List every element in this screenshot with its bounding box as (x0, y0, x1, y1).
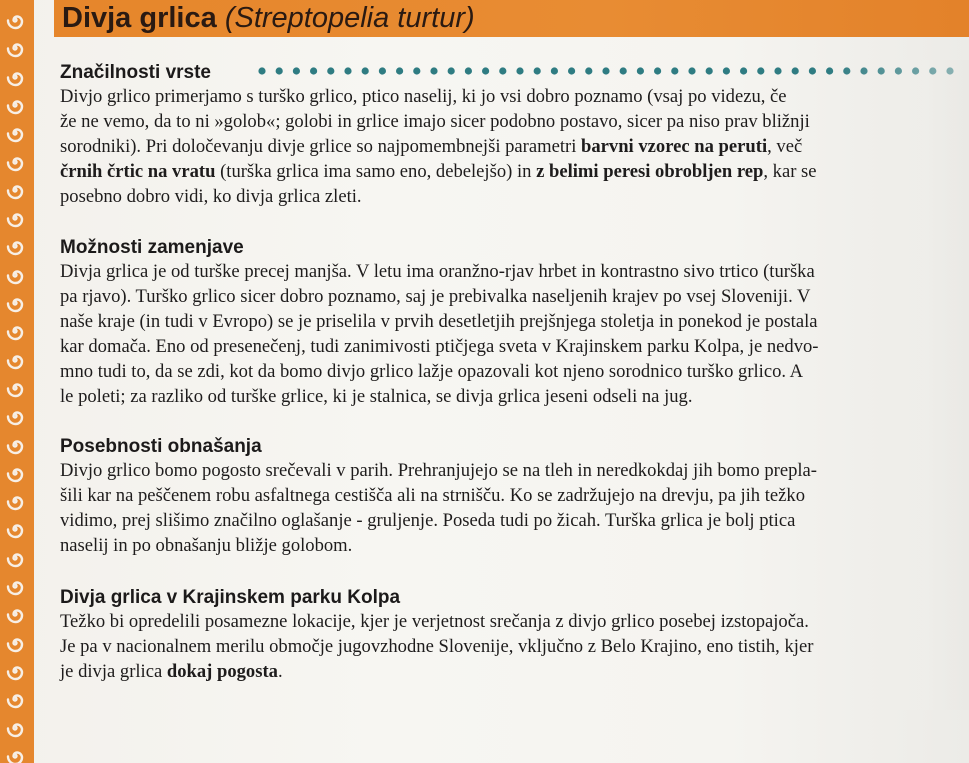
section-heading: Značilnosti vrste (60, 62, 211, 83)
swirl-icon (3, 574, 27, 598)
text-run: naše kraje (in tudi v Evropo) se je priselila v prvih desetletjih prejšnjega stoletja in ponekod je postala (60, 311, 818, 332)
swirl-icon (3, 93, 27, 117)
text-run: že ne vemo, da to ni »golob«; golobi in grlice imajo sicer podobno postavo, sicer pa niso prav bližnji (60, 111, 810, 132)
bold-text-run: z belimi peresi obrobljen rep (536, 161, 764, 182)
text-run: šili kar na peščenem robu asfaltnega cestišča ali na strnišču. Ko se zadržujejo na drevju, pa jih težko (60, 485, 806, 506)
section-park-kolpa (60, 586, 950, 684)
section-heading: Posebnosti obnašanja (60, 436, 262, 457)
text-run: , več (767, 136, 803, 157)
section-paragraph (60, 609, 950, 684)
swirl-icon (3, 150, 27, 174)
swirl-icon (3, 517, 27, 541)
swirl-icon (3, 65, 27, 89)
section-behaviour (60, 435, 950, 558)
paragraph-line (60, 84, 950, 109)
text-run: (turška grlica ima samo eno, debelejšo) in (215, 161, 537, 182)
text-run: naselij in po obnašanju bližje golobom. (60, 535, 353, 556)
text-run: Je pa v nacionalnem merilu območje jugovzhodne Slovenije, vključno z Belo Krajino, eno tistih, kjer (60, 636, 814, 657)
text-run: Divjo grlico primerjamo s turško grlico, ptico naselij, ki jo vsi dobro poznamo (vsaj po videzu, če (60, 86, 787, 107)
title-paren-open: ( (224, 2, 235, 34)
swirl-icon (3, 489, 27, 513)
paragraph-line (60, 533, 950, 558)
section-paragraph (60, 458, 950, 558)
paragraph-line (60, 483, 950, 508)
title-latin-name (225, 2, 475, 34)
paragraph-line (60, 508, 950, 533)
swirl-icon (3, 348, 27, 372)
text-run: le poleti; za razliko od turške grlice, ki je stalnica, se divja grlica jeseni odseli na jug. (60, 386, 693, 407)
section-confusion-species (60, 236, 950, 409)
paragraph-line (60, 134, 950, 159)
swirl-icon (3, 546, 27, 570)
text-run: Divja grlica je od turške precej manjša. V letu ima oranžno-rjav hrbet in kontrastno sivo trtico (turška (60, 261, 815, 282)
swirl-icon (3, 376, 27, 400)
section-paragraph (60, 84, 950, 209)
title-paren-close: ) (465, 2, 475, 34)
decorative-border (0, 0, 34, 763)
paragraph-line (60, 384, 950, 409)
text-run: vidimo, prej slišimo značilno oglašanje - gruljenje. Poseda tudi po žicah. Turška grlica je bolj ptica (60, 510, 796, 531)
section-characteristics (60, 61, 950, 209)
paragraph-line (60, 609, 950, 634)
page-title (62, 0, 475, 37)
text-run: Težko bi opredelili posamezne lokacije, kjer je verjetnost srečanja z divjo grlico posebej izstopajoča. (60, 611, 809, 632)
paragraph-line (60, 284, 950, 309)
swirl-icon (3, 206, 27, 230)
swirl-icon (3, 8, 27, 32)
swirl-icon (3, 716, 27, 740)
swirl-icon (3, 461, 27, 485)
bold-text-run: dokaj pogosta (166, 661, 278, 682)
text-run: kar domača. Eno od presenečenj, tudi zanimivosti ptičjega sveta v Krajinskem parku Kolpa, je nedvo- (60, 336, 819, 357)
swirl-icon (3, 744, 27, 763)
swirl-icon (3, 263, 27, 287)
text-run: Divjo grlico bomo pogosto srečevali v parih. Prehranjujejo se na tleh in neredkokdaj jih bomo prepla- (60, 460, 817, 481)
text-run: je divja grlica (60, 661, 167, 682)
swirl-icon (3, 291, 27, 315)
title-common-name: Divja grlica (62, 2, 217, 34)
swirl-icon (3, 631, 27, 655)
text-run: sorodniki). Pri določevanju divje grlice so najpomembnejši parametri (60, 136, 582, 157)
swirl-icon (3, 36, 27, 60)
paragraph-line (60, 184, 950, 209)
paragraph-line (60, 634, 950, 659)
section-heading: Možnosti zamenjave (60, 237, 244, 258)
swirl-icon (3, 659, 27, 683)
text-run: posebno dobro vidi, ko divja grlica zleti. (60, 186, 362, 207)
title-latin-text: Streptopelia turtur (234, 2, 465, 34)
swirl-icon (3, 602, 27, 626)
text-run: mno tudi to, da se zdi, kot da bomo divjo grlico lažje opazovali kot njeno sorodnico turško grlico. A (60, 361, 804, 382)
text-run: pa rjavo). Turško grlico sicer dobro poznamo, saj je prebivalka naseljenih krajev po vsej Sloveniji. V (60, 286, 811, 307)
text-run: . (277, 661, 283, 682)
paragraph-line (60, 359, 950, 384)
swirl-icon (3, 319, 27, 343)
paragraph-line (60, 159, 950, 184)
paragraph-line (60, 458, 950, 483)
swirl-icon (3, 404, 27, 428)
paragraph-line (60, 259, 950, 284)
bold-text-run: barvni vzorec na peruti (581, 136, 768, 157)
bold-text-run: črnih črtic na vratu (60, 161, 216, 182)
paragraph-line (60, 309, 950, 334)
paragraph-line (60, 659, 950, 684)
section-paragraph (60, 259, 950, 409)
swirl-icon (3, 687, 27, 711)
swirl-icon (3, 433, 27, 457)
swirl-icon (3, 178, 27, 202)
paragraph-line (60, 334, 950, 359)
swirl-icon (3, 234, 27, 258)
swirl-icon (3, 121, 27, 145)
paragraph-line (60, 109, 950, 134)
text-run: , kar se (763, 161, 817, 182)
section-heading: Divja grlica v Krajinskem parku Kolpa (60, 587, 401, 608)
